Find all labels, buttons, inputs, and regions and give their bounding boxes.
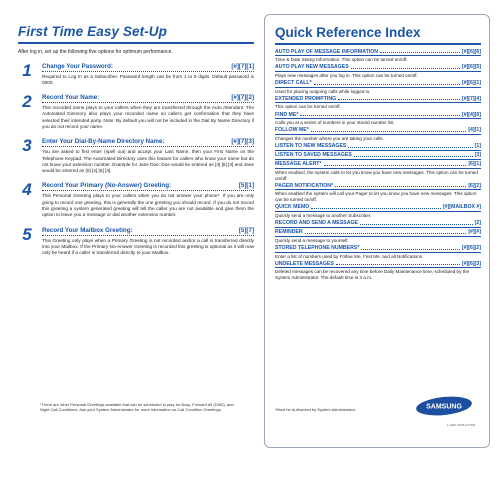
reference-description: Enter a list of numbers used by Follow Me, Find Me, and all Notifications. xyxy=(275,253,424,259)
leader-dots xyxy=(311,208,441,209)
leader-dots xyxy=(311,131,467,132)
reference-code: [#][6][3] xyxy=(461,260,481,267)
reference-description: When enabled, the system calls to let you know you have new messages. This option can be turned on/off. xyxy=(275,169,478,181)
reference-entry xyxy=(275,220,481,228)
reference-description: Quickly send a message to another Subscriber. xyxy=(275,212,372,218)
reference-label: AUTO PLAY NEW MESSAGES xyxy=(275,64,349,71)
quick-reference-title: Quick Reference Index xyxy=(275,25,421,40)
step-code: [5][1] xyxy=(238,182,254,190)
reference-description: Calls you at a series of numbers in your stored number list. xyxy=(275,120,395,126)
step-label: Record Your Primary (No-Answer) Greeting: xyxy=(42,182,172,190)
setup-step-1 xyxy=(18,60,254,87)
step-heading xyxy=(42,94,254,103)
leader-dots xyxy=(380,52,460,53)
reference-entry-heading xyxy=(275,183,481,191)
step-heading xyxy=(42,227,254,236)
title-rule xyxy=(18,42,254,44)
easy-setup-title: First Time Easy Set-Up xyxy=(18,24,167,39)
reference-entry xyxy=(275,229,481,243)
reference-description: Time & Date Stamp Information. This option can be turned on/off. xyxy=(275,57,408,62)
setup-step-4 xyxy=(18,182,254,218)
step-number: 5 xyxy=(22,224,32,244)
reference-code: [#][6][5] xyxy=(461,64,481,71)
quick-reference-panel xyxy=(264,14,490,448)
leader-dots xyxy=(360,224,473,225)
reference-label: MESSAGE ALERT* xyxy=(275,161,322,168)
reference-entry-heading xyxy=(275,152,481,160)
reference-label: PAGER NOTIFICATION* xyxy=(275,182,334,189)
reference-entry xyxy=(275,64,481,78)
greetings-footnote: *There are other Personal Greetings available that can be scheduled to play for Busy, Forward All (DND), and Night Call Conditions. Ask your System Administrator for more information on Call Condition Greetings. xyxy=(40,402,234,413)
reference-code: [#][6][6] xyxy=(461,48,481,55)
step-number: 2 xyxy=(22,92,32,112)
reference-entry xyxy=(275,80,481,94)
reference-entry-heading xyxy=(275,49,481,57)
step-number: 4 xyxy=(22,180,32,200)
reference-entry xyxy=(275,261,481,281)
reference-entry-heading xyxy=(275,204,481,212)
reference-entry-heading xyxy=(275,220,481,228)
step-heading xyxy=(42,182,254,191)
reference-entry-heading xyxy=(275,261,481,269)
leader-dots xyxy=(348,147,472,148)
reference-label: FOLLOW ME* xyxy=(275,127,309,134)
reference-entry xyxy=(275,245,481,259)
reference-code: [6][1] xyxy=(468,161,481,168)
leader-dots xyxy=(314,84,460,85)
step-text: Required to Log In as a Subscriber. Password length can be from 1 to 8 digits. Default password is 0000. xyxy=(42,73,254,85)
step-code: [#][7][3] xyxy=(231,138,254,146)
reference-entry xyxy=(275,152,481,160)
samsung-logo xyxy=(415,395,473,417)
reference-code: [#][7][4] xyxy=(461,95,481,102)
reference-code: [#][6][1] xyxy=(461,80,481,87)
reference-code: [3] xyxy=(474,152,481,159)
reference-entry xyxy=(275,127,481,141)
step-code: [5][7] xyxy=(238,226,254,234)
reference-entry xyxy=(275,183,481,203)
step-text: This Greeting only plays when a Primary Greeting is not recorded and/or a call is transferred directly into your Mailbox. If the Primary No-Answer Greeting is recorded this greeting is optional as it will now only be heard if a caller is transferred directly to your Mailbox. xyxy=(42,237,254,256)
step-code: [#][7][2] xyxy=(231,94,254,102)
reference-label: REMINDER xyxy=(275,229,303,236)
page xyxy=(10,14,490,448)
reference-code: [#][MAILBOX #] xyxy=(442,204,481,211)
setup-step-2 xyxy=(18,94,254,130)
step-heading xyxy=(42,63,254,72)
step-label: Record Your Mailbox Greeting: xyxy=(42,226,133,234)
reference-label: EXTENDED PROMPTING xyxy=(275,95,337,102)
leader-dots xyxy=(351,68,460,69)
reference-entry-heading xyxy=(275,127,481,135)
leader-dots xyxy=(300,115,460,116)
reference-label: AUTO PLAY OF MESSAGE INFORMATION xyxy=(275,48,378,55)
reference-code: [4][1] xyxy=(468,127,481,134)
leader-dots xyxy=(338,99,460,100)
logo-text: SAMSUNG xyxy=(426,403,462,411)
leader-dots xyxy=(336,264,460,265)
reference-entry-heading xyxy=(275,229,481,237)
reference-description: This option can be turned on/off. xyxy=(275,104,341,110)
reference-label: LISTEN TO NEW MESSAGES xyxy=(275,143,347,150)
reference-description: Deleted messages can be recovered any time before Daily Maintenance time, scheduled by the System Administrator. The default time is 3 a.m. xyxy=(275,269,470,281)
reference-entry xyxy=(275,49,481,63)
reference-label: LISTEN TO SAVED MESSAGES xyxy=(275,152,352,159)
step-label: Record Your Name: xyxy=(42,94,100,102)
reference-entry xyxy=(275,204,481,218)
reference-entry xyxy=(275,143,481,151)
step-code: [#][7][1] xyxy=(231,62,254,70)
reference-entry-heading xyxy=(275,64,481,72)
reference-code: [#][6][2] xyxy=(461,245,481,252)
reference-entry-heading xyxy=(275,96,481,104)
reference-code: [1] xyxy=(474,143,481,150)
reference-code: [#][#] xyxy=(468,229,481,236)
reference-entry-heading xyxy=(275,161,481,169)
intro-text: After log in, set up the following five options for optimum performance. xyxy=(18,48,173,55)
reference-entry-heading xyxy=(275,245,481,253)
reference-description: Plays new messages after you log in. This option can be turned on/off. xyxy=(275,72,418,78)
step-number: 1 xyxy=(22,60,32,80)
reference-description: When enabled the system will call your Pager to let you know you have new messages. This option can be turned on/off. xyxy=(275,191,477,203)
leader-dots xyxy=(324,165,467,166)
reference-list xyxy=(275,49,481,281)
leader-dots xyxy=(305,233,467,234)
reference-label: DIRECT CALL* xyxy=(275,80,312,87)
setup-step-5 xyxy=(18,224,254,257)
authorization-note: *Must be Authorized by System Administrator. xyxy=(275,407,356,412)
reference-code: [2] xyxy=(474,220,481,227)
reference-entry-heading xyxy=(275,80,481,88)
step-text: This Personal Greeting plays to your callers when you do not answer your phone*. If you are only going to record one greeting, this is generally the one greeting you should record. If you do not record this greeting a system generated greeting will tell the caller you are not available and give them the option to leave you a message or dial another extension number. xyxy=(42,193,254,218)
reference-label: RECORD AND SEND A MESSAGE xyxy=(275,220,359,227)
reference-entry xyxy=(275,112,481,126)
reference-description: Changes the number where you are taking your calls. xyxy=(275,135,384,141)
reference-description: Quickly send a message to yourself. xyxy=(275,237,349,243)
reference-code: [6][2] xyxy=(468,182,481,189)
step-text: You are asked to first enter (spell out) and accept your Last Name, then your First Name on the Telephone Keypad. The Automated Directory uses this feature for callers who know your name but do not know your extension number. Example for Jane Doe: Doe would be entered as [3] [6] [3] and Jane would be entered as [5] [2] [6] [3]. xyxy=(42,149,254,174)
reference-label: FIND ME* xyxy=(275,111,299,118)
easy-setup-panel xyxy=(10,14,254,448)
setup-step-3 xyxy=(18,138,254,174)
reference-entry xyxy=(275,96,481,110)
document-id: L-QRG-SVM-0 07/09 xyxy=(447,423,476,427)
leader-dots xyxy=(335,186,466,187)
step-label: Change Your Password: xyxy=(42,62,113,70)
leader-dots xyxy=(354,156,473,157)
reference-entry xyxy=(275,161,481,181)
step-number: 3 xyxy=(22,136,32,156)
reference-label: QUICK MEMO xyxy=(275,204,310,211)
reference-entry-heading xyxy=(275,143,481,151)
reference-code: [#][4][6] xyxy=(461,111,481,118)
reference-label: UNDELETE MESSAGES xyxy=(275,260,334,267)
leader-dots xyxy=(361,249,460,250)
step-label: Enter Your Dial-By-Name Directory Name: xyxy=(42,138,165,146)
reference-entry-heading xyxy=(275,112,481,120)
reference-description: Used for placing outgoing calls while logged in. xyxy=(275,88,371,94)
title-rule xyxy=(275,43,481,45)
reference-label: STORED TELEPHONE NUMBERS* xyxy=(275,245,360,252)
step-heading xyxy=(42,138,254,147)
step-text: This recorded name plays to your callers when they are transferred through the Auto Attendant. The Automated Directory also plays your recorded name so callers get confirmation that they have selected their intended party. Note: By default you will not be included in the Dial By Name Directory if you do not record your name. xyxy=(42,105,254,129)
